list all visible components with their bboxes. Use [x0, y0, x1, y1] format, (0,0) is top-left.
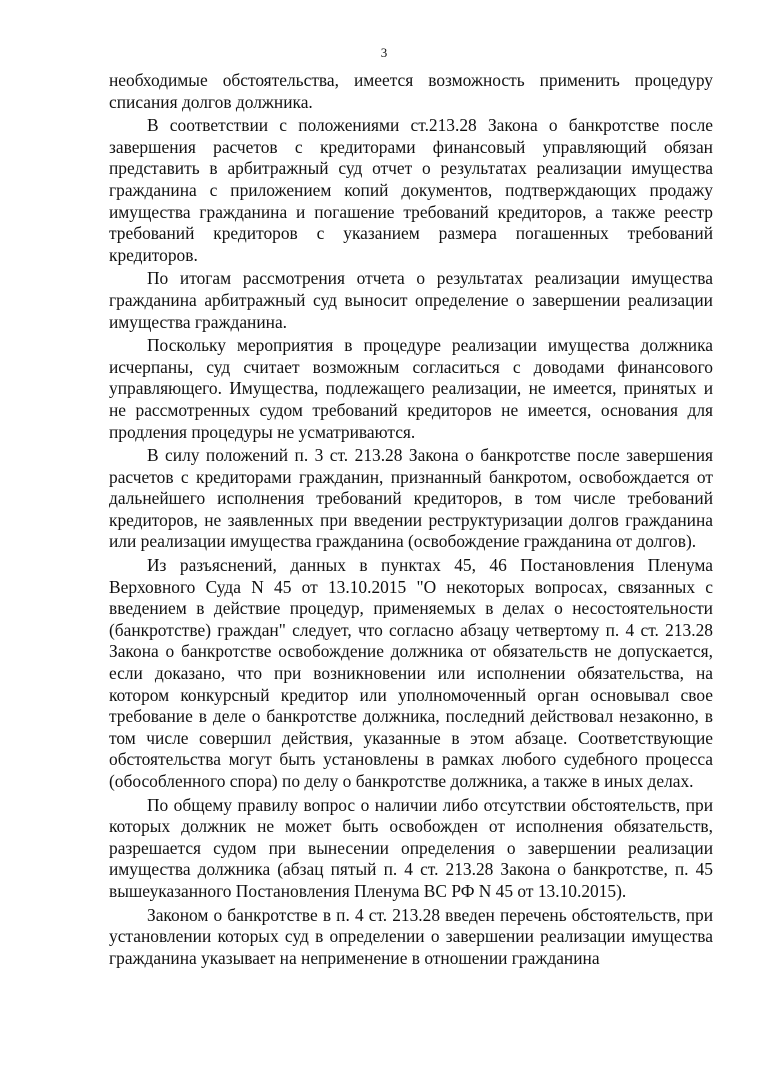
paragraph: В соответствии с положениями ст.213.28 Закона о банкротстве после завершения расчетов с кредиторами финансовый управляющий обязан представить в арбитражный суд отчет о результатах реализации имущества гражданина с приложением копий документов, подтверждающих продажу имущества гражданина и погашение требований кредиторов, а также реестр требований кредиторов с указанием размера погашенных требований кредиторов. [109, 115, 713, 265]
paragraph: необходимые обстоятельства, имеется возможность применить процедуру списания долгов должника. [109, 70, 713, 112]
document-body [109, 70, 713, 969]
paragraph: По общему правилу вопрос о наличии либо отсутствии обстоятельств, при которых должник не может быть освобожден от исполнения обязательств, разрешается судом при вынесении определения о завершении реализации имущества должника (абзац пятый п. 4 ст. 213.28 Закона о банкротстве, п. 45 вышеуказанного Постановления Пленума ВС РФ N 45 от 13.10.2015). [109, 794, 713, 901]
paragraph: По итогам рассмотрения отчета о результатах реализации имущества гражданина арбитражный суд выносит определение о завершении реализации имущества гражданина. [109, 268, 713, 332]
page-number: 3 [380, 45, 388, 60]
paragraph: Поскольку мероприятия в процедуре реализации имущества должника исчерпаны, суд считает возможным согласиться с доводами финансового управляющего. Имущества, подлежащего реализации, не имеется, принятых и не рассмотренных судом требований кредиторов не имеется, основания для продления процедуры не усматриваются. [109, 335, 713, 442]
paragraph: Из разъяснений, данных в пунктах 45, 46 Постановления Пленума Верховного Суда N 45 от 13.10.2015 "О некоторых вопросах, связанных с введением в действие процедур, применяемых в делах о несостоятельности (банкротстве) граждан" следует, что согласно абзацу четвертому п. 4 ст. 213.28 Закона о банкротстве освобождение должника от обязательств не допускается, если доказано, что при возникновении или исполнении обязательства, на котором конкурсный кредитор или уполномоченный орган основывал свое требование в деле о банкротстве должника, последний действовал незаконно, в том числе совершил действия, указанные в этом абзаце. Соответствующие обстоятельства могут быть установлены в рамках любого судебного процесса (обособленного спора) по делу о банкротстве должника, а также в иных делах. [109, 555, 713, 791]
paragraph: Законом о банкротстве в п. 4 ст. 213.28 введен перечень обстоятельств, при установлении которых суд в определении о завершении реализации имущества гражданина указывает на неприменение в отношении гражданина [109, 904, 713, 968]
paragraph: В силу положений п. 3 ст. 213.28 Закона о банкротстве после завершения расчетов с кредиторами гражданин, признанный банкротом, освобождается от дальнейшего исполнения требований кредиторов, в том числе требований кредиторов, не заявленных при введении реструктуризации долгов гражданина или реализации имущества гражданина (освобождение гражданина от долгов). [109, 445, 713, 552]
